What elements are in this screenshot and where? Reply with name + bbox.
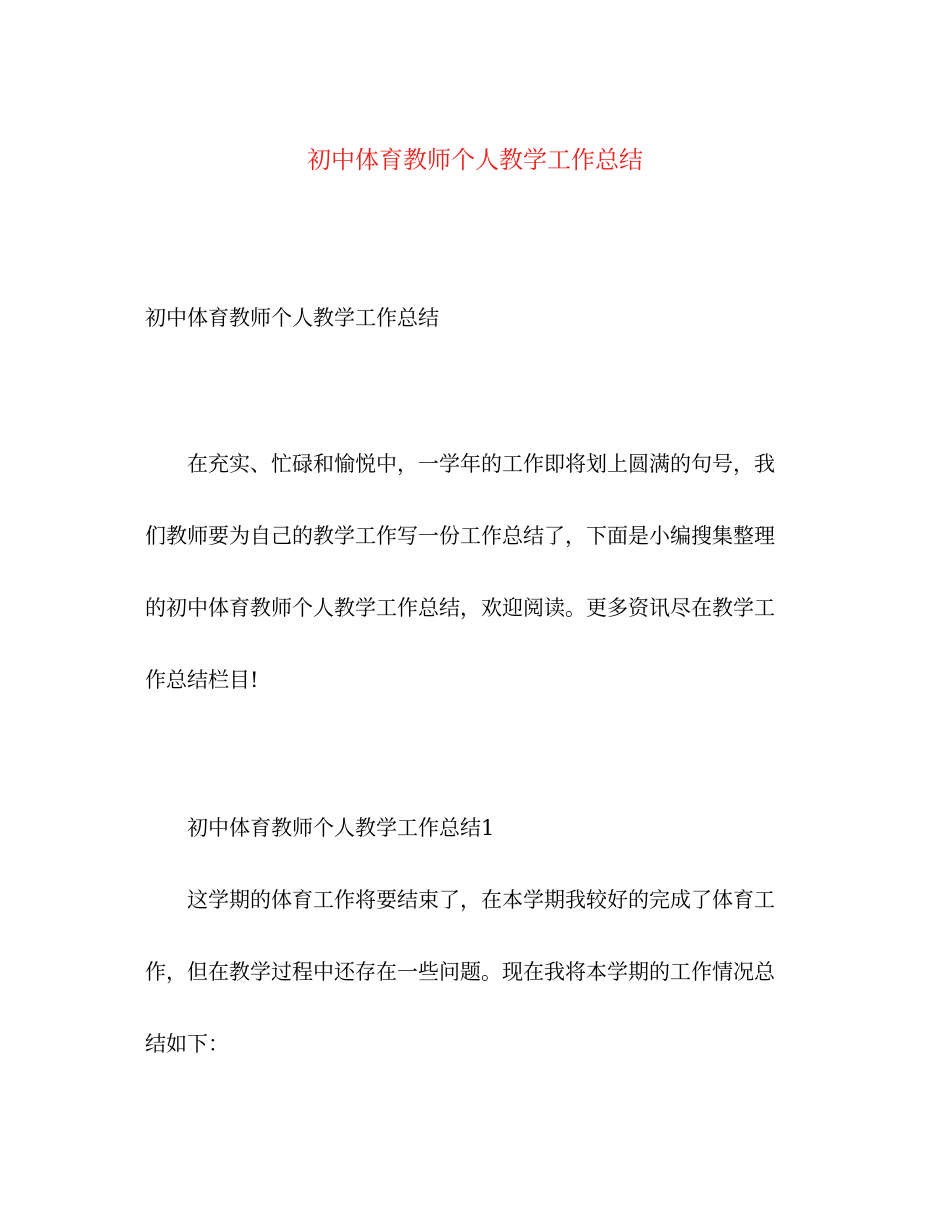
- section-paragraph: [145, 882, 805, 1098]
- section-line: 这学期的体育工作将要结束了，在本学期我较好的完成了体育工: [187, 888, 775, 912]
- section-line: 作，但在教学过程中还存在一些问题。现在我将本学期的工作情况总: [145, 960, 775, 984]
- intro-line: 们教师要为自己的教学工作写一份工作总结了，下面是小编搜集整理: [145, 524, 775, 548]
- section-heading: 初中体育教师个人教学工作总结1: [187, 816, 495, 840]
- intro-line: 作总结栏目!: [145, 668, 259, 692]
- section-line: 结如下：: [145, 1032, 229, 1056]
- intro-paragraph: [145, 446, 805, 734]
- document-title: 初中体育教师个人教学工作总结: [307, 146, 643, 174]
- document-subtitle: 初中体育教师个人教学工作总结: [145, 306, 439, 330]
- intro-line: 在充实、忙碌和愉悦中，一学年的工作即将划上圆满的句号，我: [187, 452, 775, 476]
- intro-line: 的初中体育教师个人教学工作总结，欢迎阅读。更多资讯尽在教学工: [145, 596, 775, 620]
